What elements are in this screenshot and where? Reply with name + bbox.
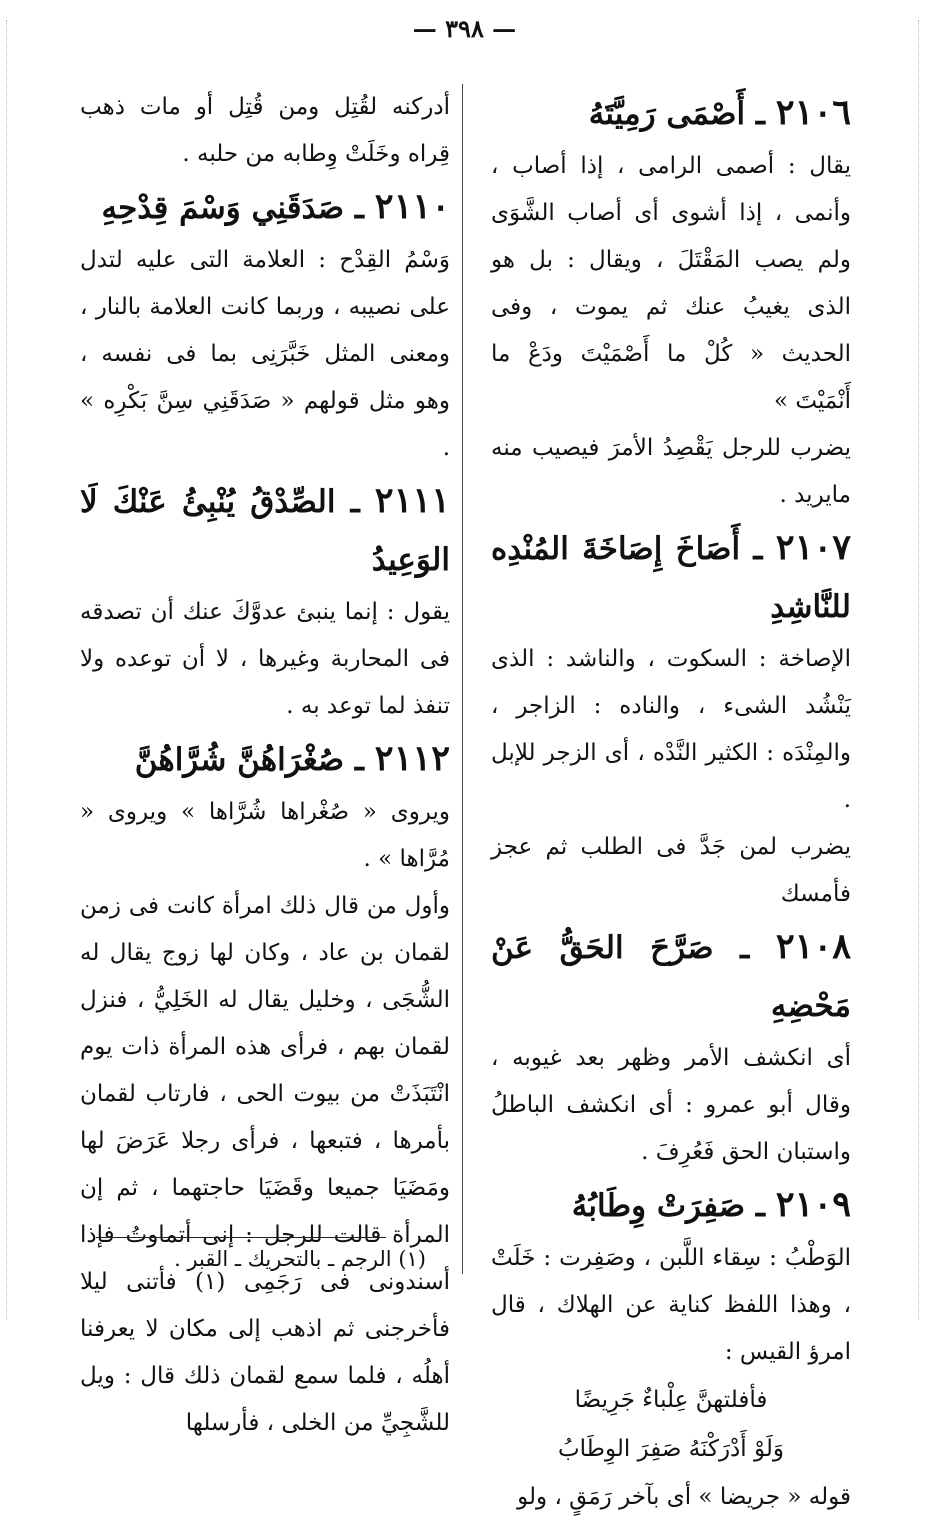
entry-title: أَصْمَى رَمِيَّتَهُ	[588, 96, 746, 132]
entry-number: ٢١٠٦	[775, 92, 851, 133]
entry-text: أى انكشف الأمر وظهر بعد غيوبه ، وقال أبو عمرو : أى انكشف الباطلُ واستبان الحق فَعُرِفَ .	[491, 1045, 851, 1165]
poem-verse	[491, 1376, 851, 1474]
entry-title: صَدَقَنِي وَسْمَ قِدْحِهِ	[101, 190, 345, 226]
entry-title: صَفِرَتْ وِطَابُهُ	[571, 1188, 746, 1224]
entry-title: صَرَّحَ الحَقُّ عَنْ مَحْضِهِ	[491, 930, 851, 1024]
entry-heading: ٢١٠٩ ـ صَفِرَتْ وِطَابُهُ	[571, 1184, 851, 1225]
poem-line: فأفلتهنَّ عِلْباءٌ جَرِيضًا	[574, 1387, 768, 1413]
entry-text: أدركنه لقُتِل ومن قُتِل أو مات ذهب قِراه وخَلَتْ وِطابه من حلبه .	[80, 94, 450, 167]
entry-heading: ٢١٠٨ ـ صَرَّحَ الحَقُّ عَنْ مَحْضِهِ	[491, 926, 852, 1024]
column-divider	[462, 84, 463, 1274]
entry-title: أَصَاخَ إِصَاخَةَ المُنْدِه للنَّاشِدِ	[491, 531, 851, 625]
entry-heading: ٢١١١ ـ الصِّدْقُ يُنْبِئُ عَنْكَ لَا الوَعِيدُ	[80, 480, 450, 578]
right-column	[491, 84, 851, 1521]
entry-heading: ٢١١٢ ـ صُغْرَاهُنَّ شُرَّاهُنَّ	[134, 738, 450, 779]
page-number: — ٣٩٨ —	[412, 14, 517, 43]
footnote-divider	[96, 1237, 386, 1238]
entry-heading: ٢١٠٧ ـ أَصَاخَ إِصَاخَةَ المُنْدِه للنَّاشِدِ	[491, 527, 851, 625]
entry-title: صُغْرَاهُنَّ شُرَّاهُنَّ	[134, 742, 345, 778]
entry-number: ٢١٠٧	[775, 527, 851, 568]
entry-number: ٢١١٢	[374, 738, 450, 779]
entry-text: الوَطْبُ : سِقاء اللَّبن ، وصَفِرت : خَلَتْ ، وهذا اللفظ كناية عن الهلاك ، قال امرؤ القيس :	[491, 1245, 851, 1365]
left-column	[80, 84, 450, 1447]
entry-heading: ٢١٠٦ ـ أَصْمَى رَمِيَّتَهُ	[588, 92, 851, 133]
entry-text: يضرب للرجل يَقْصِدُ الأمرَ فيصيب منه مايريد .	[491, 435, 851, 508]
entry-title: الصِّدْقُ يُنْبِئُ عَنْكَ لَا الوَعِيدُ	[80, 484, 450, 578]
entry-number: ٢١١١	[374, 480, 450, 521]
entry-text: وَسْمُ القِدْح : العلامة التى عليه لتدل على نصيبه ، وربما كانت العلامة بالنار ، ومعنى المثل خَبَّرَنِى بما فى نفسه ، وهو مثل قولهم « صَدَقَنِي سِنَّ بَكْرِه » .	[80, 247, 450, 461]
entry-text: الإصاخة : السكوت ، والناشد : الذى يَنْشُد الشىء ، والناده : الزاجر ، والمِنْدَه : الكثير النَّدْه ، أى الزجر للإبل .	[491, 646, 851, 813]
entry-number: ٢١١٠	[374, 186, 450, 227]
entry-number: ٢١٠٨	[775, 926, 852, 967]
entry-text: يضرب لمن جَدَّ فى الطلب ثم عجز فأمسك	[491, 834, 851, 907]
margin-dots-left	[6, 20, 7, 1320]
entry-text: قوله « جريضا » أى بآخر رَمَقٍ ، ولو	[517, 1484, 851, 1510]
margin-dots-right	[918, 20, 919, 1320]
entry-text: ويروى « صُغْراها شُرَّاها » ويروى « مُرَّاها » .	[80, 799, 450, 872]
entry-number: ٢١٠٩	[775, 1184, 851, 1225]
entry-text: وأول من قال ذلك امرأة كانت فى زمن لقمان بن عاد ، وكان لها زوج يقال له الشُّجَى ، وخليل يقال له الخَلِيُّ ، فنزل لقمان بهم ، فرأى هذه المرأة ذات يوم انْتَبَذَتْ من بيوت الحى ، فارتاب لقمان بأمرها ، فتبعها ، فرأى رجلا عَرَضَ لها ومَضَيَا جميعا وقَضَيَا حاجتهما ، ثم إن المرأة قالت للرجل : إنى أتماوتُ فإذا أسندونى فى رَجَمِى (١) فأتنى ليلا فأخرجنى ثم اذهب إلى مكان لا يعرفنا أهلُه ، فلما سمع لقمان ذلك قال : ويل للشَّجِيِّ من الخلى ، فأرسلها	[80, 893, 450, 1436]
poem-line: وَلَوْ أَدْرَكْنَهُ صَفِرَ الوِطَابُ	[558, 1436, 784, 1462]
entry-text: يقول : إنما ينبئ عدوَّكَ عنك أن تصدقه فى المحاربة وغيرها ، لا أن توعده ولا تنفذ لما توعد به .	[80, 599, 450, 719]
footnote: (١) الرجم ـ بالتحريك ـ القبر .	[174, 1247, 426, 1271]
entry-text: يقال : أصمى الرامى ، إذا أصاب ، وأنمى ، إذا أشوى أى أصاب الشَّوَى ولم يصب المَقْتَلَ ، ويقال : بل هو الذى يغيبُ عنك ثم يموت ، وفى الحديث « كُلْ ما أَصْمَيْتَ ودَعْ ما أَنْمَيْتَ »	[491, 153, 851, 414]
entry-heading: ٢١١٠ ـ صَدَقَنِي وَسْمَ قِدْحِهِ	[101, 186, 450, 227]
